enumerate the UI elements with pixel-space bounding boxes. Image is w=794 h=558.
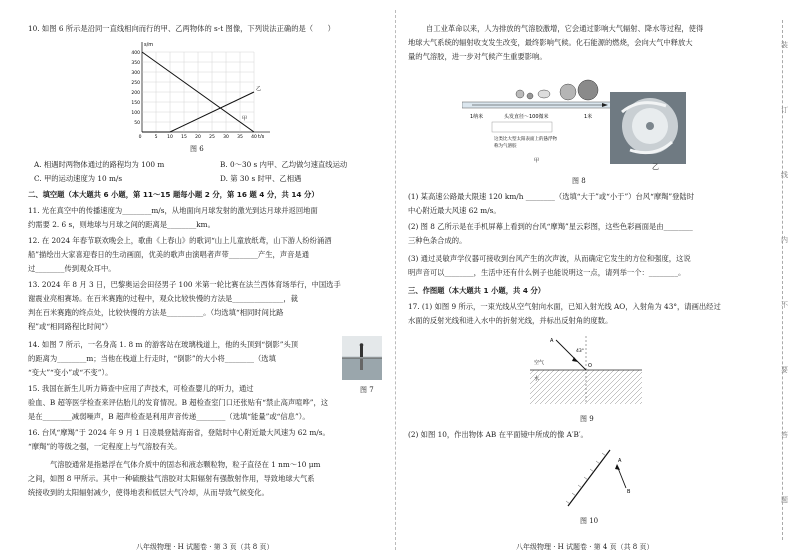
sub-q3-line2: 明声音可以________，生活中还有什么例子也能说明这一点，请列举一个：________。 [408, 268, 686, 277]
right-page [404, 0, 786, 558]
xtick: 25 [209, 135, 215, 138]
q17-line1: 17. (1) 如图 9 所示，一束光线从空气射向水面，已知入射光线 AO，入射角为 43°，请画出经过 [408, 302, 721, 311]
q15-line3: 是在________减弱噪声，B 超声检查是利用声音传递________（选填“能量”或“信息”）。 [28, 412, 310, 421]
q13-line2: 谢震业亮相赛场。在百米赛跑的过程中，观众比较快慢的方法是______________，裁 [28, 294, 298, 303]
q11-line1: 11. 光在真空中的传播速度为________m/s，从地面向月球发射的激光到达月球并返回地面 [28, 206, 318, 215]
ytick: 300 [131, 71, 140, 76]
graph-ylabel: s/m [144, 42, 154, 48]
fig9-angle-label: 43° [576, 349, 584, 354]
fig9-air-label: 空气 [534, 360, 545, 366]
sub-q2-line2: 三种色条合成的。 [408, 236, 467, 245]
q14-line3: “变大”“变小”或“不变”）。 [28, 368, 113, 377]
q10-option-a: A. 相遇时两物体通过的路程均为 100 m [34, 160, 165, 169]
q15-line1: 15. 我国在新生儿听力筛查中应用了声技术，可检查婴儿的听力，通过 [28, 384, 254, 393]
fig10-caption: 图 10 [580, 517, 599, 525]
xtick: 15 [181, 135, 187, 138]
figure-8-yi-typhoon-image [610, 92, 686, 164]
q10-option-c: C. 甲的运动速度为 10 m/s [34, 174, 123, 183]
scale-label-hair: 头发直径～100微米 [504, 114, 549, 120]
section-3-heading: 三、作图题（本大题共 1 小题，共 4 分） [408, 286, 546, 295]
q13-line4: 程”或“相同路程比时间”） [28, 322, 113, 331]
xtick: 20 [195, 135, 201, 138]
q13-line1: 13. 2024 年 8 月 3 日，巴黎奥运会田径男子 100 米第一轮比赛在法兰西体育场举行，中国选手 [28, 280, 341, 289]
left-footer: 八年级物理 · H 试题卷 · 第 3 页（共 8 页） [136, 543, 274, 551]
binding-char: 题 [781, 496, 788, 504]
q16-line4: 之间，如图 8 甲所示。其中一种硫酸盐气溶胶对太阳辐射有强散射作用，导致地球大气系 [28, 474, 315, 483]
q12-line1: 12. 在 2024 年春节联欢晚会上，歌曲《上春山》的歌词“山上儿童放纸鸢，山下游人纷纷涌酒 [28, 236, 332, 245]
q16-line3: 气溶胶通常是指悬浮在气体介质中的固态和液态颗粒物，粒子直径在 1 nm～10 μm [50, 460, 321, 469]
ytick: 350 [131, 61, 140, 66]
section-2-heading: 二、填空题（本大题共 6 小题，第 11～15 题每小题 2 分，第 16 题 4 分，共 14 分） [28, 190, 319, 199]
binding-char: 线 [781, 171, 788, 179]
fig8-jia-label: 甲 [534, 158, 540, 164]
scale-label-1nm: 1纳米 [470, 114, 484, 120]
q16-line5: 统接收到的太阳辐射减少，使得地表和低层大气冷却，从而导致气候变化。 [28, 488, 269, 497]
page-divider [395, 10, 396, 550]
sub-q1-line2: 中心附近最大风速 62 m/s。 [408, 206, 501, 215]
fig9-point-o: O [588, 363, 592, 369]
binding-char: 不 [781, 301, 788, 309]
q10-option-b: B. 0～30 s 内甲、乙均做匀速直线运动 [220, 160, 348, 169]
ytick: 200 [131, 91, 140, 96]
q16-line1: 16. 台风“摩羯”于 2024 年 9 月 1 日凌晨登陆海南省，登陆时中心附近最大风速为 62 m/s。 [28, 428, 330, 437]
binding-char: 订 [781, 106, 788, 114]
binding-line [776, 20, 788, 540]
figure-8-jia-scale [462, 74, 612, 170]
sub-q2-line1: (2) 图 8 乙所示是在手机屏幕上看到的台风“摩羯”星云彩图，这些色彩画面是由________ [408, 222, 693, 231]
fig9-caption: 图 9 [580, 415, 594, 423]
left-page [20, 0, 402, 558]
q14-line2: 的距离为________m；当他在栈道上行走时，“倒影”的大小将________（选填 [28, 354, 276, 363]
q12-line3: 过________传到观众耳中。 [28, 264, 116, 273]
sub-q1-line1: (1) 某高速公路最大限速 120 km/h ________（选填“大于”或“小于”）台风“摩羯”登陆时 [408, 192, 695, 201]
binding-char: 内 [781, 236, 788, 244]
figure-10-plane-mirror [560, 446, 640, 510]
scale-note-line1: 这类比大型太阳表面上的悬浮物 [494, 137, 557, 142]
figure-9-refraction [530, 334, 642, 404]
intro-line1: 自工业革命以来，人为排放的气溶胶激增，它会通过影响大气辐射、降水等过程，使得 [426, 24, 704, 33]
q17-line2: 水面的反射光线和进入水中的折射光线，并标出反射角的度数。 [408, 316, 613, 325]
ytick: 250 [131, 81, 140, 86]
fig8-yi-label: 乙 [652, 163, 659, 171]
xtick: 10 [167, 135, 173, 138]
q14-line1: 14. 如图 7 所示，一名身高 1. 8 m 的游客站在玻璃栈道上，他的头顶到“倒影”头顶 [28, 340, 299, 349]
fig8-caption: 图 8 [572, 177, 586, 185]
q12-line2: 船”描绘出大家喜迎春日的生动画面，优美的歌声由演唱者声带________产生，声音是通 [28, 250, 310, 259]
intro-line2: 地球大气系统的辐射收支发生改变，最终影响气候。化石能源的燃烧，会向大气中释放大 [408, 38, 693, 47]
ytick: 100 [131, 111, 140, 116]
sub-q3-line1: (3) 通过灵敏声学仪器可接收到台风产生的次声波，从而确定它发生的方位和强度，这说 [408, 254, 691, 263]
graph-jia-label: 甲 [242, 116, 248, 122]
q16-line2: “摩羯”的等级之强，一定程度上与气溶胶有关。 [28, 442, 182, 451]
xtick: 0 [138, 135, 142, 138]
xtick: 30 [223, 135, 229, 138]
ytick: 50 [134, 121, 140, 126]
ytick: 400 [131, 51, 140, 56]
figure-6-st-graph [124, 38, 274, 138]
xtick: 5 [154, 135, 158, 138]
binding-char: 答 [781, 431, 788, 439]
fig10-point-a: A [618, 458, 622, 464]
fig6-caption: 图 6 [190, 145, 204, 153]
graph-xlabel: t/s [258, 134, 265, 138]
ytick: 150 [131, 101, 140, 106]
fig9-point-a: A [550, 338, 554, 344]
fig7-caption: 图 7 [360, 386, 374, 394]
q13-line3: 判在百米赛跑的终点处，比较快慢的方法是__________。（均选填“相同时间比路 [28, 308, 284, 317]
scale-note-line2: 称为气溶胶 [494, 144, 517, 149]
fig9-water-label: 水 [534, 376, 540, 382]
graph-yi-label: 乙 [256, 86, 262, 92]
scale-label-1m: 1米 [584, 114, 593, 120]
q10-stem: 10. 如图 6 所示是沿同一直线相向而行的甲、乙两物体的 s-t 图像，下列说法正确的是（ ） [28, 24, 335, 33]
q10-option-d: D. 第 30 s 时甲、乙相遇 [220, 174, 302, 183]
binding-char: 装 [781, 41, 788, 49]
q11-line2: 约需要 2. 6 s，则地球与月球之间的距离是________km。 [28, 220, 215, 229]
fig10-point-b: B [627, 489, 631, 495]
xtick: 40 [251, 135, 257, 138]
intro-line3: 量的气溶胶，进一步对气候产生重要影响。 [408, 52, 547, 61]
figure-7-photo [342, 336, 382, 380]
q15-line2: 验血、B 超等医学检查来评估胎儿的发育情况。B 超检查室门口还张贴有“禁止高声喧哗”，这 [28, 398, 329, 407]
right-footer: 八年级物理 · H 试题卷 · 第 4 页（共 8 页） [516, 543, 654, 551]
xtick: 35 [237, 135, 243, 138]
q17-part2: (2) 如图 10，作出物体 AB 在平面镜中所成的像 A′B′。 [408, 430, 588, 439]
binding-char: 要 [781, 366, 788, 374]
